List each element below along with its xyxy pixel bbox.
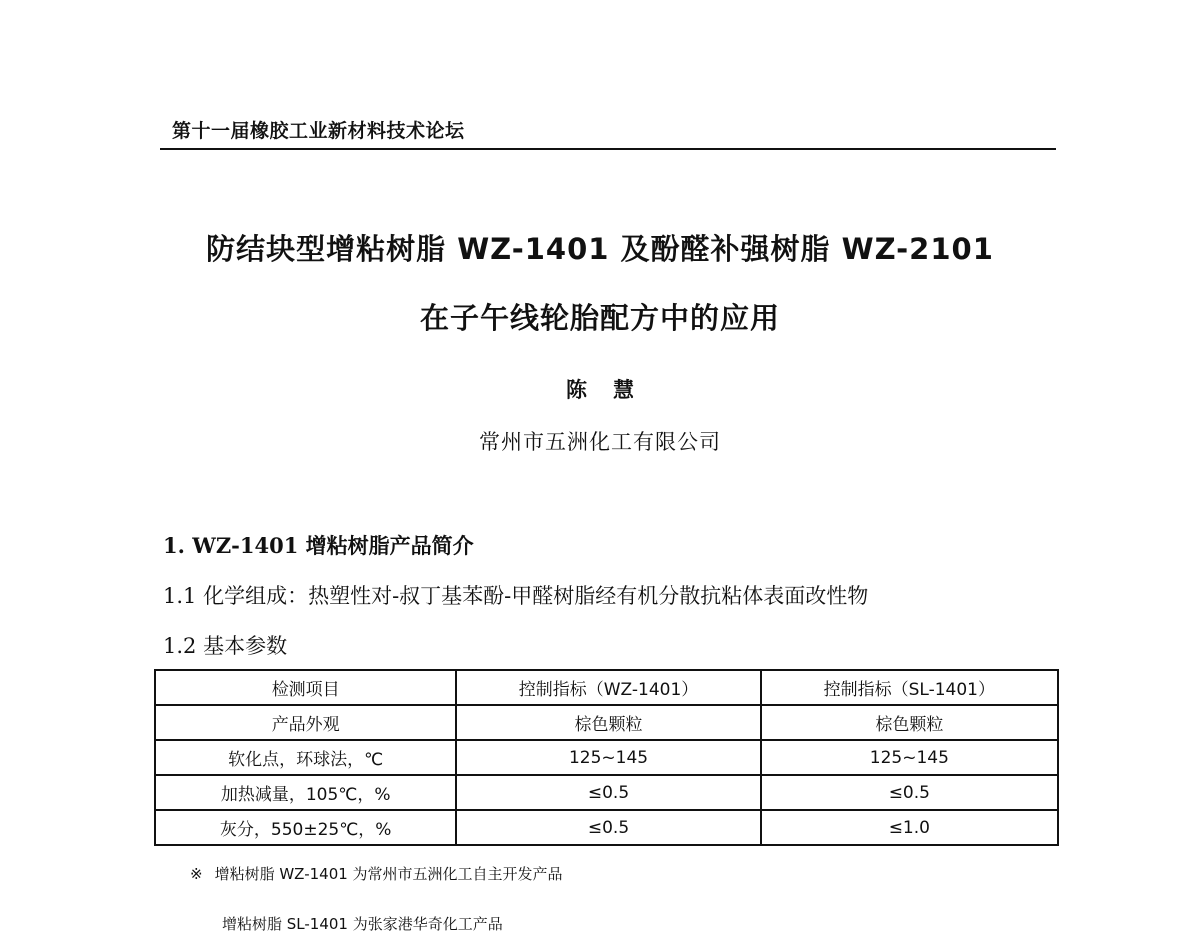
table-header-cell: 控制指标（WZ-1401）: [456, 670, 760, 705]
table-row: [155, 705, 1058, 740]
author-name: 陈慧: [566, 378, 660, 402]
table-header-cell: 控制指标（SL-1401）: [761, 670, 1058, 705]
table-cell: 125~145: [456, 740, 760, 775]
table-cell: ≤0.5: [761, 775, 1058, 810]
table-cell: 产品外观: [155, 705, 456, 740]
table-cell: 软化点，环球法，℃: [155, 740, 456, 775]
paper-title-line-2: 在子午线轮胎配方中的应用: [419, 301, 780, 335]
table-note-2: 增粘树脂 SL-1401 为张家港华奇化工产品: [222, 915, 503, 933]
table-row: [155, 775, 1058, 810]
table-cell: 加热减量，105℃，%: [155, 775, 456, 810]
table-cell: 棕色颗粒: [456, 705, 760, 740]
note-text-1: 增粘树脂 WZ-1401 为常州市五洲化工自主开发产品: [214, 865, 563, 883]
table-cell: ≤0.5: [456, 810, 760, 845]
header-rule: [160, 148, 1056, 150]
paragraph-basic-parameters: 1.2 基本参数: [163, 634, 288, 658]
table-cell: ≤1.0: [761, 810, 1058, 845]
table-cell: 125~145: [761, 740, 1058, 775]
table-header-row: [155, 670, 1058, 705]
section-heading: 1. WZ-1401 增粘树脂产品简介: [163, 533, 474, 558]
author-affiliation: 常州市五洲化工有限公司: [479, 430, 721, 454]
paragraph-chemical-composition: 1.1 化学组成：热塑性对-叔丁基苯酚-甲醛树脂经有机分散抗粘体表面改性物: [163, 584, 869, 608]
running-head: 第十一届橡胶工业新材料技术论坛: [172, 120, 465, 142]
table-note-1: [190, 863, 563, 884]
table-row: [155, 810, 1058, 845]
reference-mark: ※: [190, 865, 203, 883]
table-cell: 灰分，550±25℃，%: [155, 810, 456, 845]
table-cell: 棕色颗粒: [761, 705, 1058, 740]
paper-title-line-1: 防结块型增粘树脂 WZ-1401 及酚醛补强树脂 WZ-2101: [206, 232, 994, 266]
parameters-table: [154, 669, 1059, 846]
table-row: [155, 740, 1058, 775]
table-header-cell: 检测项目: [155, 670, 456, 705]
table-cell: ≤0.5: [456, 775, 760, 810]
